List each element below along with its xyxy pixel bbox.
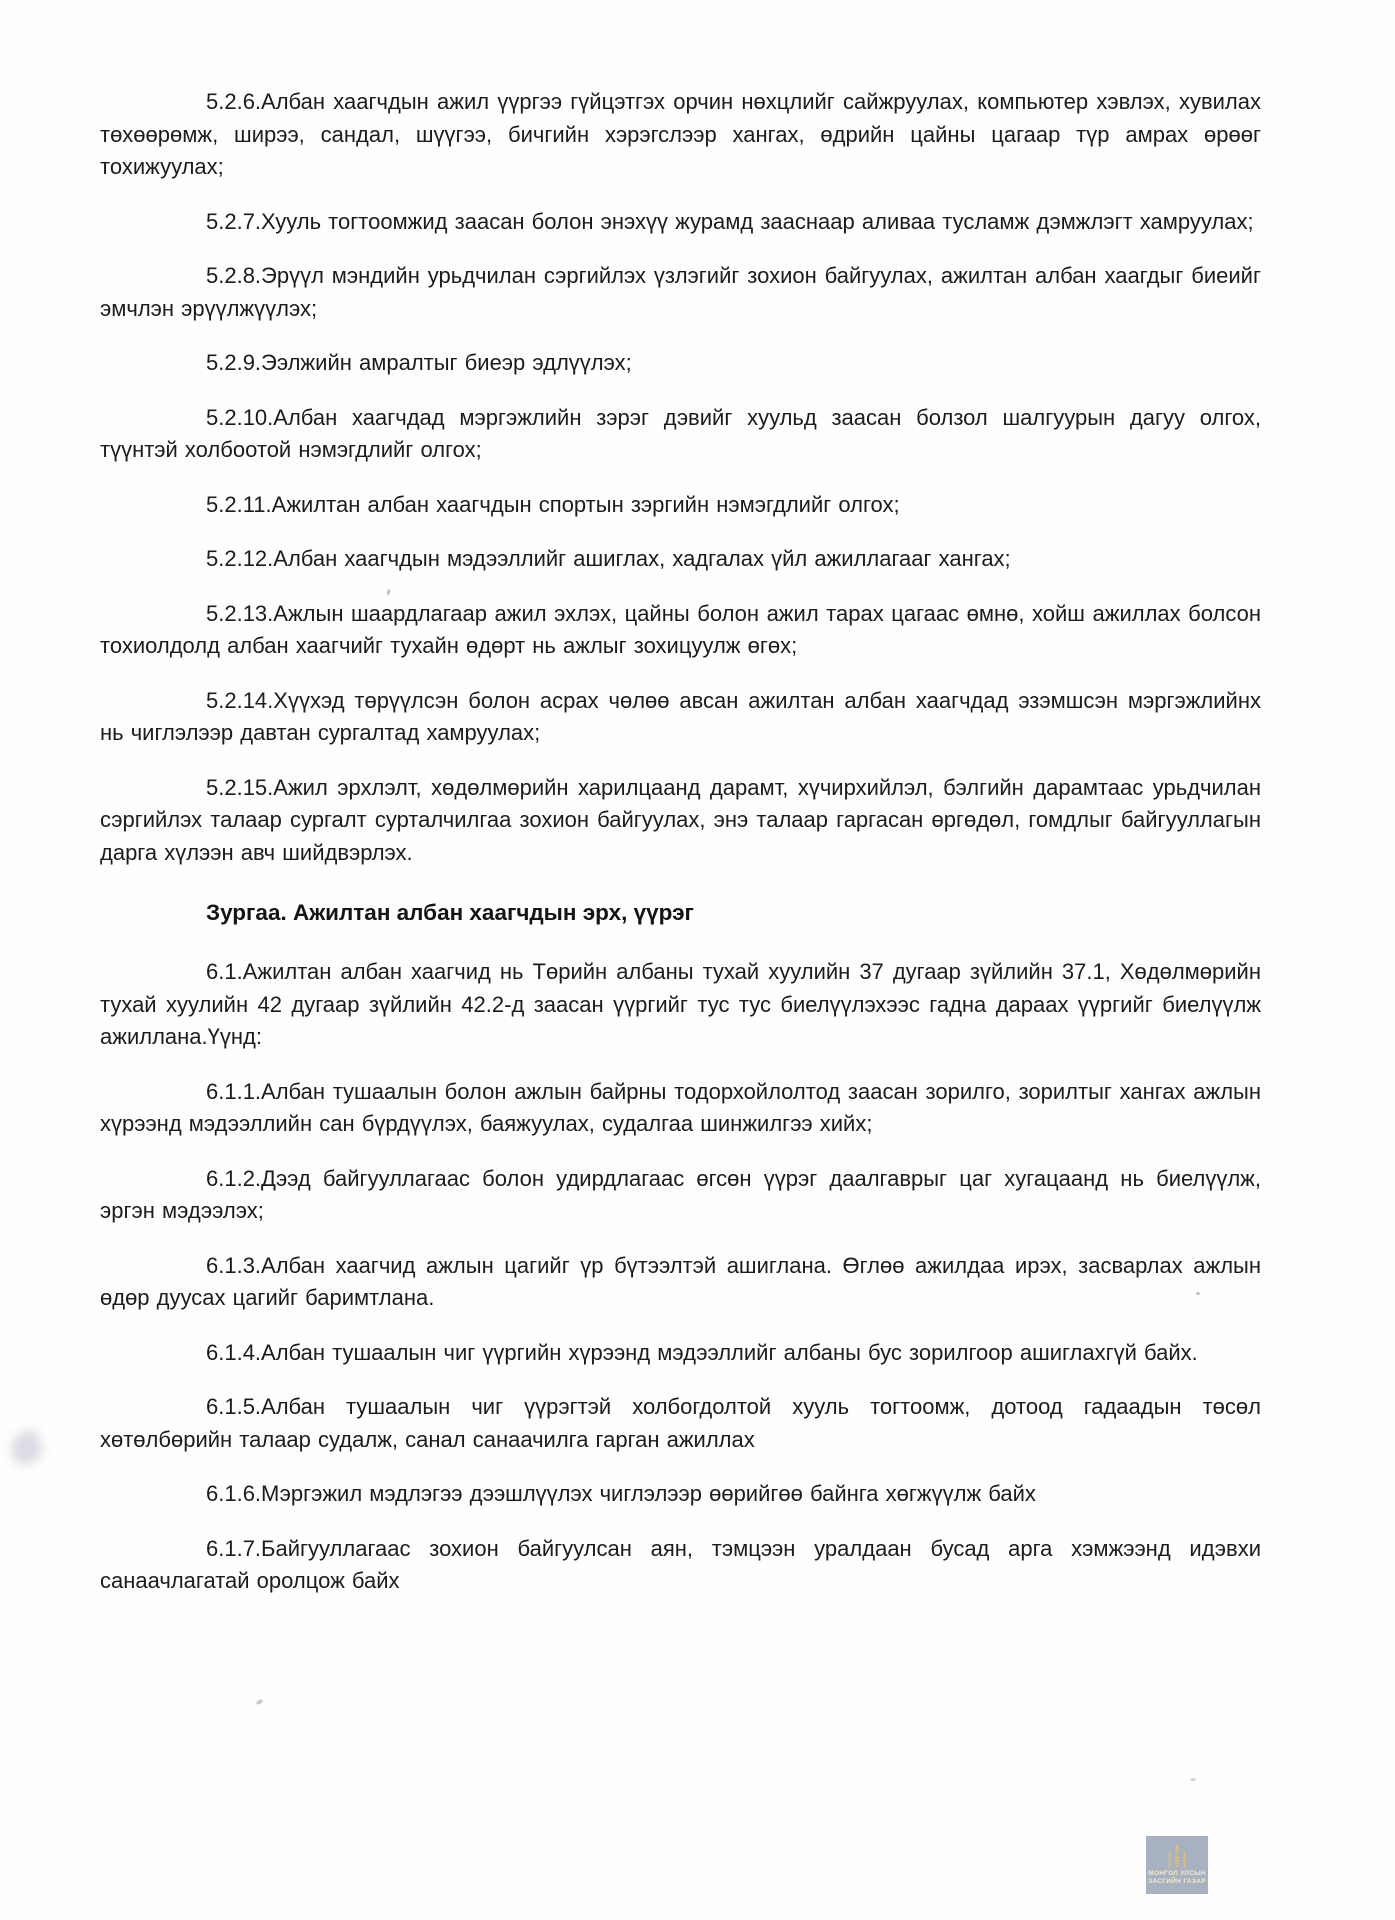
scan-speck-artifact	[255, 1699, 263, 1706]
clause-5-2-15: 5.2.15.Ажил эрхлэлт, хөдөлмөрийн харилцаанд дарамт, хүчирхийлэл, бэлгийн дарамтаас урьдчилан сэргийлэх талаар сургалт сурталчилгаа зохион байгуулах, энэ талаар гаргасан өргөдөл, гомдлыг байгууллагын дарга хүлээн авч шийдвэрлэх.	[100, 774, 1261, 865]
clause-5-2-9: 5.2.9.Ээлжийн амралтыг биеэр эдлүүлэх;	[206, 350, 632, 375]
section-six-heading: Зургаа. Ажилтан албан хаагчдын эрх, үүрэг	[206, 900, 694, 925]
clause-6-1-2: 6.1.2.Дээд байгууллагаас болон удирдлагаас өгсөн үүрэг даалгаврыг цаг хугацаанд нь биелүүлж, эргэн мэдээлэх;	[100, 1165, 1261, 1223]
clause-6-1-6: 6.1.6.Мэргэжил мэдлэгээ дээшлүүлэх чиглэлээр өөрийгөө байнга хөгжүүлж байх	[206, 1481, 1036, 1506]
government-logo-text	[1148, 1870, 1206, 1887]
clause-6-1-4: 6.1.4.Албан тушаалын чиг үүргийн хүрээнд мэдээллийг албаны бус зорилгоор ашиглахгүй байх.	[206, 1339, 1198, 1365]
government-logo-line2: ЗАСГИЙН ГАЗАР	[1148, 1878, 1206, 1885]
clause-5-2-14: 5.2.14.Хүүхэд төрүүлсэн болон асрах чөлөө авсан ажилтан албан хаагчдад эзэмшсэн мэргэжлийнх нь чиглэлээр давтан сургалтад хамруулах;	[100, 687, 1261, 745]
clause-5-2-7: 5.2.7.Хууль тогтоомжид заасан болон энэхүү журамд зааснаар аливаа тусламж дэмжлэгт хамруулах;	[206, 208, 1254, 234]
government-logo	[1146, 1836, 1208, 1894]
clause-5-2-11: 5.2.11.Ажилтан албан хаагчдын спортын зэргийн нэмэгдлийг олгох;	[206, 491, 900, 517]
clause-5-2-10: 5.2.10.Албан хаагчдад мэргэжлийн зэрэг дэвийг хуульд заасан болзол шалгуурын дагуу олгох, түүнтэй холбоотой нэмэгдлийг олгох;	[100, 404, 1261, 462]
scan-speck-artifact	[1196, 1292, 1200, 1295]
clause-6-1-7: 6.1.7.Байгууллагаас зохион байгуулсан аян, тэмцээн уралдаан бусад арга хэмжээнд идэвхи санаачлагатай оролцож байх	[100, 1535, 1261, 1593]
government-logo-line1: МОНГОЛ УЛСЫН	[1148, 1869, 1206, 1877]
clause-6-1: 6.1.Ажилтан албан хаагчид нь Төрийн албаны тухай хуулийн 37 дугаар зүйлийн 37.1, Хөдөлмөрийн тухай хуулийн 42 дугаар зүйлийн 42.2-д заасан үүргийг тус тус биелүүлэхээс гадна дараах үүргийг биелүүлж ажиллана.Үүнд:	[100, 959, 1261, 1049]
scan-speck-artifact	[1190, 1778, 1196, 1781]
clause-6-1-1: 6.1.1.Албан тушаалын болон ажлын байрны тодорхойлолтод заасан зорилго, зорилтыг хангах ажлын хүрээнд мэдээллийн сан бүрдүүлэх, баяжуулах, судалгаа шинжилгээ хийх;	[100, 1078, 1261, 1136]
clause-6-1-5: 6.1.5.Албан тушаалын чиг үүрэгтэй холбогдолтой хууль тогтоомж, дотоод гадаадын төсөл хөтөлбөрийн талаар судалж, санал санаачилга гарган ажиллах	[100, 1394, 1261, 1452]
clause-6-1-3: 6.1.3.Албан хаагчид ажлын цагийг үр бүтээлтэй ашиглана. Өглөө ажилдаа ирэх, засварлах ажлын өдөр дуусах цагийг баримтлана.	[100, 1252, 1261, 1310]
clause-5-2-13: 5.2.13.Ажлын шаардлагаар ажил эхлэх, цайны болон ажил тарах цагаас өмнө, хойш ажиллах болсон тохиолдолд албан хаагчийг тухайн өдөрт нь ажлыг зохицуулж өгөх;	[100, 600, 1261, 658]
soyombo-icon	[1168, 1844, 1186, 1868]
clause-5-2-8: 5.2.8.Эрүүл мэндийн урьдчилан сэргийлэх үзлэгийг зохион байгуулах, ажилтан албан хаагдыг биеийг эмчлэн эрүүлжүүлэх;	[100, 263, 1261, 321]
clause-5-2-12: 5.2.12.Албан хаагчдын мэдээллийг ашиглах, хадгалах үйл ажиллагааг хангах;	[206, 546, 1011, 571]
clause-5-2-6: 5.2.6.Албан хаагчдын ажил үүргээ гүйцэтгэх орчин нөхцлийг сайжруулах, компьютер хэвлэх, хувилах төхөөрөмж, ширээ, сандал, шүүгээ, бичгийн хэрэгслээр хангах, өдрийн цайны цагаар түр амрах өрөөг тохижуулах;	[100, 89, 1261, 179]
